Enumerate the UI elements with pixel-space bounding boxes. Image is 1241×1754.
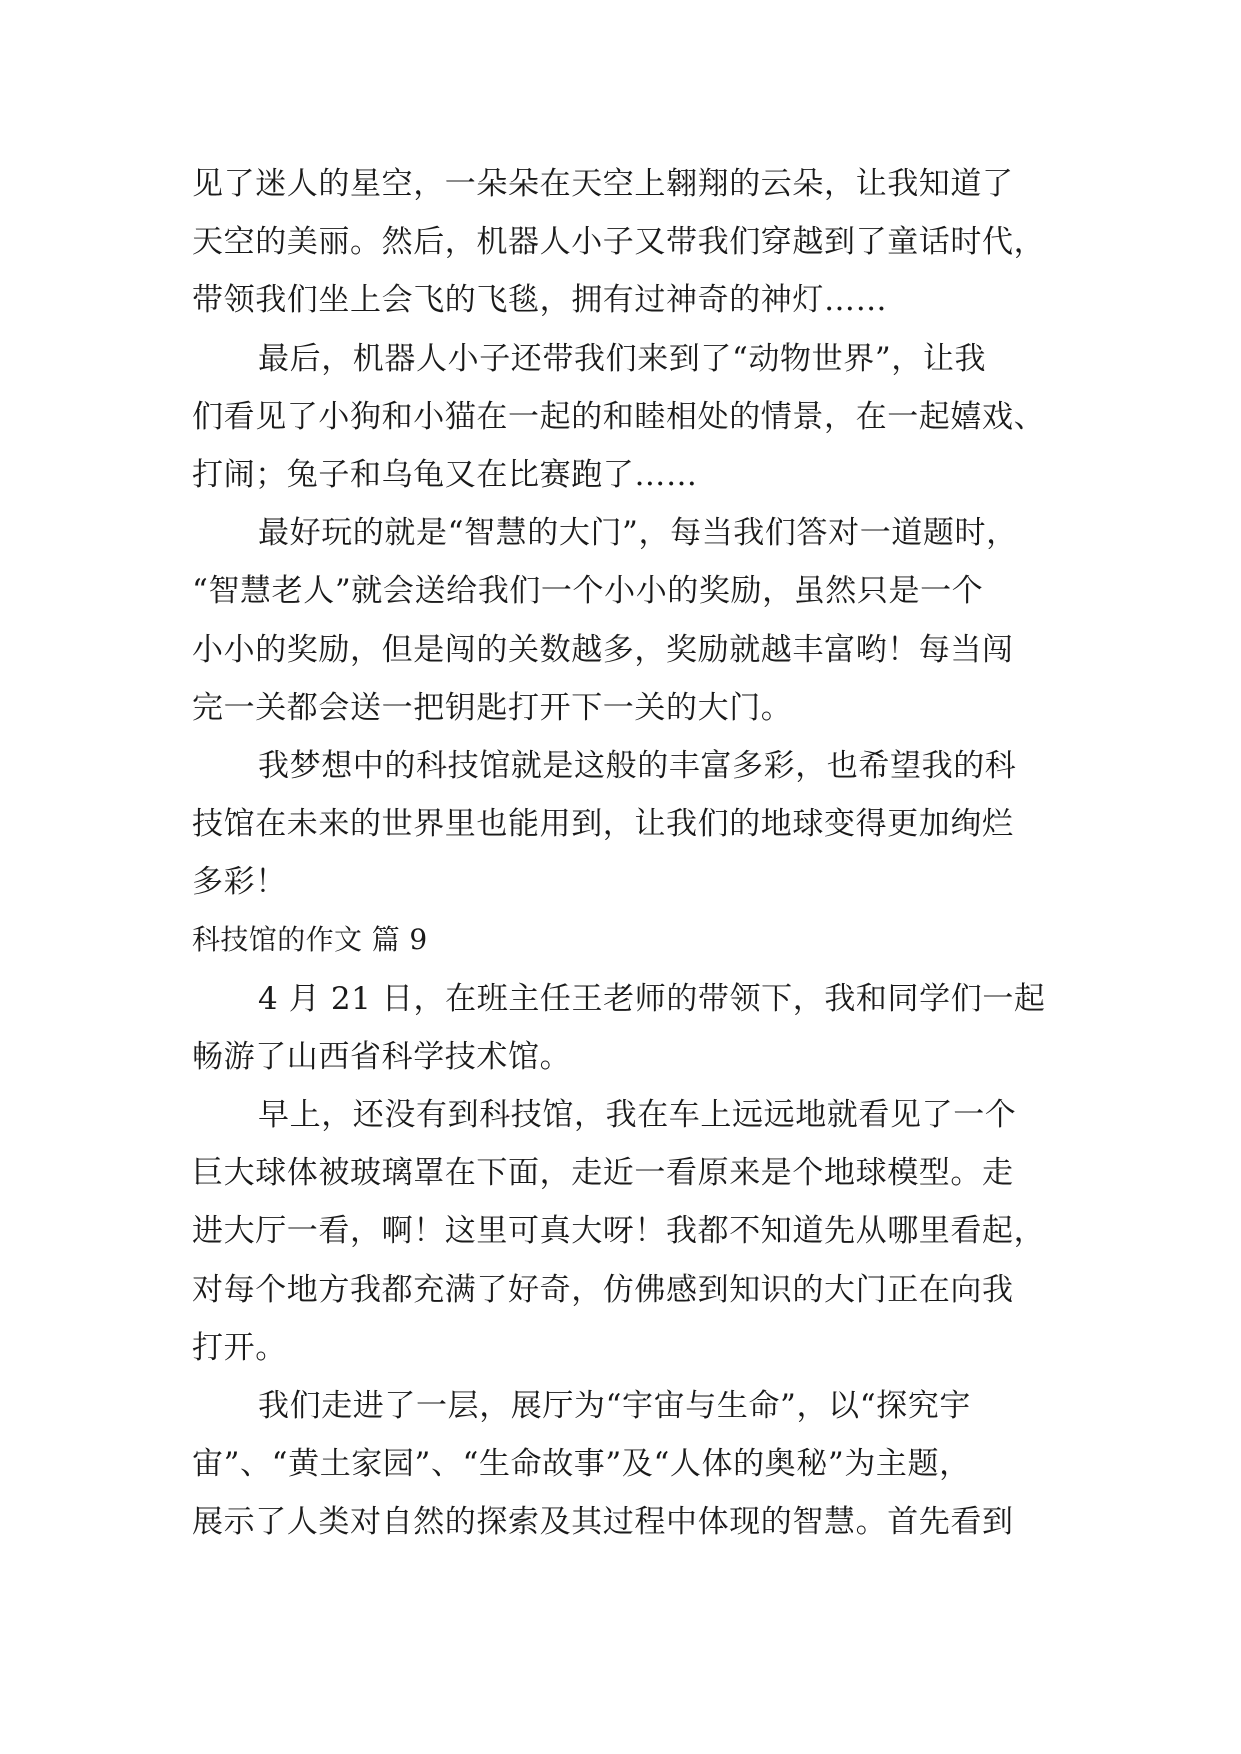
text-line: 打开。 bbox=[192, 1329, 287, 1366]
text-line: 打闹；兔子和乌龟又在比赛跑了…… bbox=[192, 456, 698, 493]
section-heading: 科技馆的作文 篇 9 bbox=[192, 923, 428, 957]
text-line: 多彩！ bbox=[192, 864, 287, 901]
text-line: 宙”、“黄土家园”、“生命故事”及“人体的奥秘”为主题， bbox=[192, 1446, 971, 1483]
text-line: 进大厅一看，啊！这里可真大呀！我都不知道先从哪里看起， bbox=[192, 1213, 1046, 1250]
paragraph-first-line: 4 月 21 日，在班主任王老师的带领下，我和同学们一起 bbox=[258, 980, 1046, 1017]
document-body bbox=[192, 155, 1072, 1552]
text-line: 小小的奖励，但是闯的关数越多，奖励就越丰富哟！每当闯 bbox=[192, 631, 1014, 668]
text-line: 技馆在未来的世界里也能用到，让我们的地球变得更加绚烂 bbox=[192, 806, 1014, 843]
text-line: 展示了人类对自然的探索及其过程中体现的智慧。首先看到 bbox=[192, 1504, 1014, 1541]
text-line: 畅游了山西省科学技术馆。 bbox=[192, 1038, 572, 1075]
text-line: 对每个地方我都充满了好奇，仿佛感到知识的大门正在向我 bbox=[192, 1271, 1014, 1308]
paragraph-first-line: 我们走进了一层，展厅为“宇宙与生命”，以“探究宇 bbox=[258, 1387, 971, 1424]
paragraph-first-line: 最后，机器人小子还带我们来到了“动物世界”，让我 bbox=[258, 340, 987, 377]
paragraph-first-line: 早上，还没有到科技馆，我在车上远远地就看见了一个 bbox=[258, 1097, 1017, 1133]
text-line: 完一关都会送一把钥匙打开下一关的大门。 bbox=[192, 689, 793, 726]
text-line: 们看见了小狗和小猫在一起的和睦相处的情景，在一起嬉戏、 bbox=[192, 398, 1046, 435]
text-line: 带领我们坐上会飞的飞毯，拥有过神奇的神灯…… bbox=[192, 282, 888, 319]
paragraph-first-line: 最好玩的就是“智慧的大门”，每当我们答对一道题时， bbox=[258, 515, 1018, 552]
paragraph-first-line: 我梦想中的科技馆就是这般的丰富多彩，也希望我的科 bbox=[258, 747, 1017, 784]
text-line: 见了迷人的星空，一朵朵在天空上翱翔的云朵，让我知道了 bbox=[192, 166, 1014, 202]
text-line: “智慧老人”就会送给我们一个小小的奖励，虽然只是一个 bbox=[192, 573, 984, 610]
text-line: 巨大球体被玻璃罩在下面，走近一看原来是个地球模型。走 bbox=[192, 1155, 1014, 1192]
text-line: 天空的美丽。然后，机器人小子又带我们穿越到了童话时代， bbox=[192, 224, 1046, 261]
